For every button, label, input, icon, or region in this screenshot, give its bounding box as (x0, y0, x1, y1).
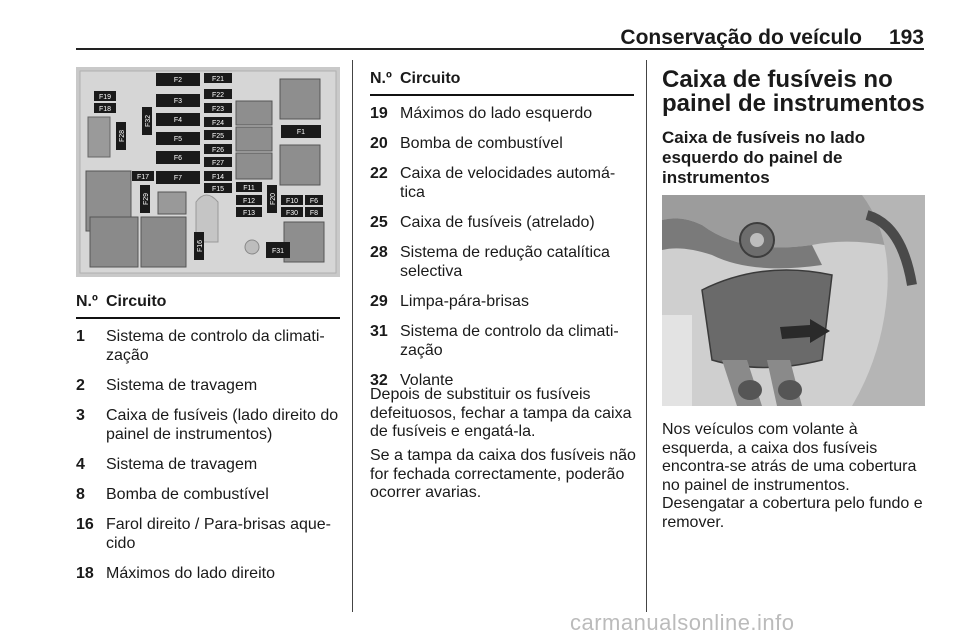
column-divider-2 (646, 60, 647, 612)
left-table-header (76, 293, 166, 311)
table-row: 3 Caixa de fusíveis (lado direito do painel de instrumentos) (76, 407, 339, 443)
header-rule (76, 48, 924, 50)
fuse-label-f10: F10 (285, 198, 299, 205)
table-row: 8 Bomba de combustível (76, 486, 269, 503)
fuse-label-f15: F15 (211, 186, 225, 193)
table-row: 25 Caixa de fusíveis (atrelado) (370, 214, 595, 231)
fuse-label-f22: F22 (211, 92, 225, 99)
table-row: 2 Sistema de travagem (76, 377, 258, 394)
fuse-label-f17: F17 (136, 174, 150, 181)
fuse-label-f25: F25 (211, 133, 225, 140)
mid-table-head-num: N.º (370, 70, 392, 87)
fuse-label-f23: F23 (211, 106, 225, 113)
mid-table-header (370, 70, 460, 88)
fuse-label-f19: F19 (98, 94, 112, 101)
fuse-label-f26: F26 (211, 147, 225, 154)
fuse-label-f1: F1 (296, 129, 306, 136)
fuse-label-f21: F21 (211, 76, 225, 83)
table-row: 4 Sistema de travagem (76, 456, 258, 473)
watermark: carmanualsonline.info (570, 610, 795, 635)
fuse-label-f28: F28 (119, 129, 126, 143)
left-table-head-circuit: Circuito (106, 293, 167, 310)
fuse-label-f24: F24 (211, 120, 225, 127)
right-paragraph: Nos veículos com volante à esquerda, a caixa dos fusíveis encontra-se atrás de uma cobertura no painel de instrumentos. Desengatar a cobertura pelo fundo e remover. (662, 421, 923, 531)
fuse-label-f3: F3 (173, 98, 183, 105)
left-table-rule (76, 317, 340, 319)
fuse-label-f2: F2 (173, 77, 183, 84)
table-row: 22 Caixa de velocidades automá- tica (370, 165, 616, 201)
fuse-label-f11: F11 (243, 185, 255, 192)
mid-paragraph-1: Depois de substituir os fusíveis defeituosos, fechar a tampa da caixa de fusíveis e engatá-la. (370, 386, 632, 440)
page-header-title: Conservação do veículo (620, 26, 862, 49)
fuse-label-f7: F7 (173, 175, 183, 182)
fuse-label-f14: F14 (211, 174, 225, 181)
table-row: 20 Bomba de combustível (370, 135, 563, 152)
fuse-label-f13: F13 (242, 210, 256, 217)
section-heading: Caixa de fusíveis no painel de instrumentos (662, 66, 925, 117)
fusebox-diagram (76, 67, 340, 277)
left-table-rows (76, 327, 340, 594)
table-row: 31 Sistema de controlo da climati- zação (370, 323, 619, 359)
fuse-label-f6-left: F6 (173, 155, 183, 162)
table-row: 32 Volante (370, 372, 454, 389)
fuse-label-f29: F29 (143, 192, 150, 206)
fuse-label-f6: F6 (309, 198, 319, 205)
mid-table-rows (370, 104, 634, 401)
fuse-label-f20: F20 (270, 192, 277, 206)
table-row: 19 Máximos do lado esquerdo (370, 105, 593, 122)
fuse-label-f8: F8 (309, 210, 319, 217)
page-number: 193 (888, 26, 924, 49)
left-table-head-num: N.º (76, 293, 98, 310)
fuse-label-f4: F4 (173, 117, 183, 124)
fuse-label-f12: F12 (242, 198, 256, 205)
fuse-label-f27: F27 (211, 160, 225, 167)
fuse-label-f32: F32 (145, 114, 152, 128)
fuse-label-f30: F30 (285, 210, 299, 217)
dashboard-photo (662, 195, 925, 406)
fuse-label-f16: F16 (197, 239, 204, 253)
fuse-label-f18: F18 (98, 106, 112, 113)
fuse-label-f5: F5 (173, 136, 183, 143)
column-divider-1 (352, 60, 353, 612)
table-row: 29 Limpa-pára-brisas (370, 293, 529, 310)
mid-table-head-circuit: Circuito (400, 70, 461, 87)
table-row: 16 Farol direito / Para-brisas aque- cido (76, 516, 331, 552)
subsection-heading: Caixa de fusíveis no lado esquerdo do painel de instrumentos (662, 128, 866, 187)
mid-paragraph-2: Se a tampa da caixa dos fusíveis não for fechada correctamente, poderão ocorrer avarias. (370, 447, 636, 501)
table-row: 1 Sistema de controlo da climati- zação (76, 328, 325, 364)
table-row: 28 Sistema de redução catalítica selectiva (370, 244, 610, 280)
fuse-label-f31: F31 (271, 248, 285, 255)
mid-table-rule (370, 94, 634, 96)
table-row: 18 Máximos do lado direito (76, 565, 275, 582)
